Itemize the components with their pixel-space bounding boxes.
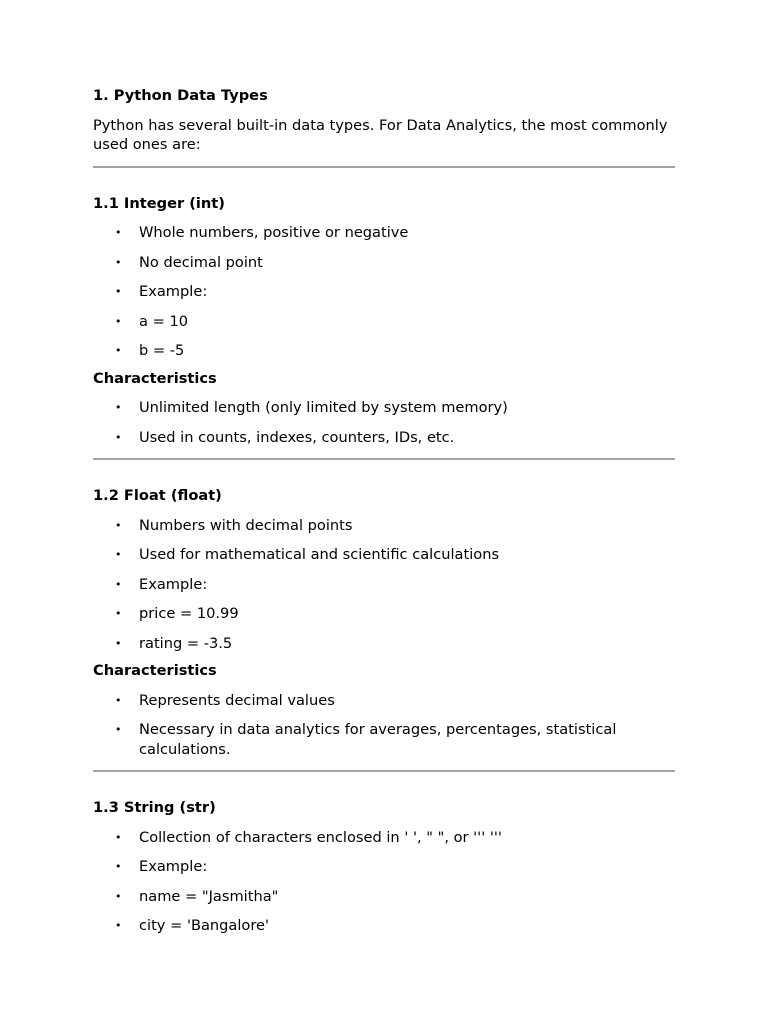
bullet-icon: • — [115, 636, 122, 650]
list-item: • Example: — [115, 283, 208, 300]
int-bullet-list — [93, 223, 675, 361]
list-item: • Necessary in data analytics for averages, percentages, statistical calculations. — [115, 721, 617, 758]
bullet-icon: • — [115, 518, 122, 532]
str-bullet-list — [93, 828, 675, 936]
list-item: • Unlimited length (only limited by system memory) — [115, 399, 508, 416]
list-item: • a = 10 — [115, 312, 189, 330]
document-page — [93, 86, 675, 936]
int-characteristics-list — [93, 398, 675, 447]
bullet-icon: • — [115, 723, 122, 736]
list-item: • name = "Jasmitha" — [115, 887, 279, 905]
list-item: • Collection of characters enclosed in ' ', " ", or ''' ''' — [115, 828, 502, 846]
list-item: • b = -5 — [115, 342, 185, 359]
section-divider — [93, 458, 675, 460]
section-title-float: 1.2 Float (float) — [93, 487, 222, 504]
float-bullet-list — [93, 516, 675, 654]
bullet-icon: • — [115, 255, 122, 269]
bullet-icon: • — [115, 226, 122, 239]
bullet-icon: • — [115, 577, 122, 591]
bullet-icon: • — [115, 693, 122, 707]
bullet-icon: • — [115, 430, 122, 444]
bullet-icon: • — [115, 344, 122, 357]
characteristics-heading-int: Characteristics — [93, 369, 217, 387]
list-item: • Used for mathematical and scientific calculations — [115, 546, 500, 563]
intro-paragraph: Python has several built-in data types. For Data Analytics, the most commonly used ones are: — [93, 116, 668, 153]
bullet-icon: • — [115, 919, 122, 932]
list-item: • Whole numbers, positive or negative — [115, 224, 409, 241]
list-item: • rating = -3.5 — [115, 634, 233, 652]
bullet-icon: • — [115, 607, 122, 620]
section-title-str: 1.3 String (str) — [93, 799, 216, 816]
list-item: • price = 10.99 — [115, 605, 239, 622]
bullet-icon: • — [115, 860, 122, 873]
section-divider — [93, 770, 675, 772]
section-title-int: 1.1 Integer (int) — [93, 194, 225, 212]
section-divider — [93, 166, 675, 168]
bullet-icon: • — [115, 314, 122, 328]
list-item: • city = 'Bangalore' — [115, 917, 270, 934]
bullet-icon: • — [115, 889, 122, 903]
list-item: • Example: — [115, 858, 208, 875]
list-item: • Represents decimal values — [115, 691, 335, 709]
characteristics-heading-float: Characteristics — [93, 662, 217, 679]
bullet-icon: • — [115, 285, 122, 298]
bullet-icon: • — [115, 401, 122, 414]
float-characteristics-list — [93, 691, 675, 760]
list-item: • Example: — [115, 575, 208, 593]
bullet-icon: • — [115, 548, 122, 561]
list-item: • Numbers with decimal points — [115, 516, 353, 534]
list-item: • Used in counts, indexes, counters, IDs, etc. — [115, 428, 455, 446]
page-title: 1. Python Data Types — [93, 87, 268, 104]
list-item: • No decimal point — [115, 253, 263, 271]
bullet-icon: • — [115, 830, 122, 844]
